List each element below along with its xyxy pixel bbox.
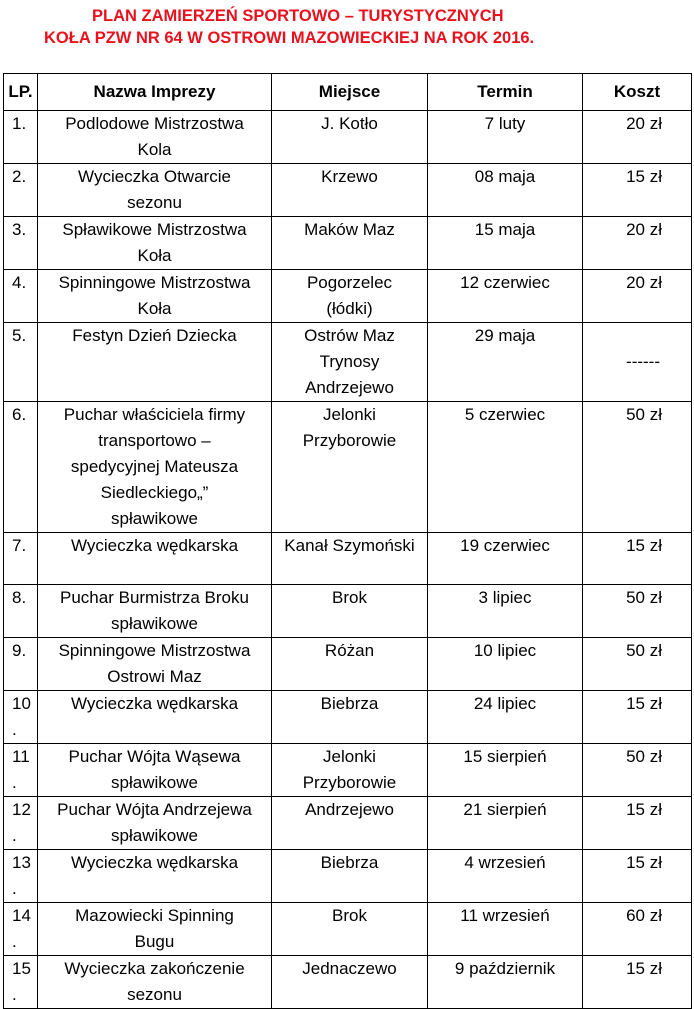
row-lp [4, 270, 38, 323]
row-lp-line: . [12, 985, 17, 1004]
row-place [272, 323, 428, 402]
row-place-line: J. Kotło [321, 114, 378, 133]
header-name: Nazwa Imprezy [38, 74, 272, 111]
row-place-line: Ostrów Maz [304, 326, 395, 345]
row-lp-line: 6. [12, 405, 27, 424]
table-row [4, 270, 692, 323]
row-date: 5 czerwiec [428, 402, 583, 533]
row-date: 21 sierpień [428, 797, 583, 850]
row-event-name [38, 270, 272, 323]
events-table [3, 73, 692, 1009]
row-lp [4, 744, 38, 797]
table-row [4, 850, 692, 903]
row-event-name [38, 533, 272, 585]
table-row [4, 691, 692, 744]
row-event-name-line: sezonu [127, 193, 182, 212]
row-cost: 15 zł [583, 533, 692, 585]
row-lp-line: . [12, 720, 17, 739]
row-lp [4, 111, 38, 164]
row-place [272, 533, 428, 585]
row-event-name-line: spławikowe [111, 614, 198, 633]
row-place [272, 956, 428, 1009]
row-place [272, 850, 428, 903]
row-lp-line: 7. [12, 536, 27, 555]
header-cost: Koszt [583, 74, 692, 111]
row-event-name-line: spławikowe [111, 509, 198, 528]
header-place: Miejsce [272, 74, 428, 111]
row-event-name-line: spławikowe [111, 773, 198, 792]
row-cost: 20 zł [583, 217, 692, 270]
row-place-line: Brok [332, 588, 367, 607]
row-event-name-line: Puchar Wójta Andrzejewa [57, 800, 252, 819]
row-place-line: Biebrza [320, 853, 379, 872]
row-cost: 20 zł [583, 270, 692, 323]
table-row [4, 903, 692, 956]
row-place [272, 270, 428, 323]
row-event-name-line: Festyn Dzień Dziecka [72, 326, 237, 345]
row-lp-line: 12 [12, 800, 31, 819]
row-date: 29 maja [428, 323, 583, 402]
title-line-1: PLAN ZAMIERZEŃ SPORTOWO – TURYSTYCZNYCH [92, 7, 504, 25]
row-lp-line: 4. [12, 273, 27, 292]
row-place [272, 691, 428, 744]
table-row [4, 164, 692, 217]
row-place-line: Brok [332, 906, 367, 925]
row-lp [4, 956, 38, 1009]
row-cost: 15 zł [583, 797, 692, 850]
table-row [4, 744, 692, 797]
row-place-line: Andrzejewo [305, 800, 394, 819]
row-lp [4, 585, 38, 638]
row-lp-line: . [12, 826, 17, 845]
row-event-name [38, 956, 272, 1009]
row-place [272, 903, 428, 956]
table-row [4, 533, 692, 585]
row-event-name-line: Wycieczka zakończenie [64, 959, 245, 978]
row-place [272, 111, 428, 164]
row-date: 9 październik [428, 956, 583, 1009]
row-cost: 50 zł [583, 638, 692, 691]
row-cost: 50 zł [583, 744, 692, 797]
row-lp-line: 2. [12, 167, 27, 186]
row-date: 19 czerwiec [428, 533, 583, 585]
row-place [272, 402, 428, 533]
row-date: 08 maja [428, 164, 583, 217]
row-cost: 15 zł [583, 164, 692, 217]
table-row [4, 323, 692, 402]
row-event-name [38, 691, 272, 744]
row-event-name-line: sezonu [127, 985, 182, 1004]
row-date: 15 sierpień [428, 744, 583, 797]
row-lp-line: . [12, 932, 17, 951]
row-event-name [38, 164, 272, 217]
row-place-line: Przyborowie [302, 431, 397, 450]
row-event-name-line: Wycieczka wędkarska [70, 853, 239, 872]
row-lp-line: 15 [12, 959, 31, 978]
row-place-line: Pogorzelec [306, 273, 393, 292]
row-place [272, 744, 428, 797]
row-lp [4, 323, 38, 402]
row-cost: 50 zł [583, 585, 692, 638]
row-lp-line: 13 [12, 853, 31, 872]
row-lp-line: 5. [12, 326, 27, 345]
row-lp [4, 164, 38, 217]
row-lp-line: 3. [12, 220, 27, 239]
row-cost: ------ [583, 323, 692, 402]
row-event-name [38, 850, 272, 903]
row-event-name-line: Mazowiecki Spinning [75, 906, 234, 925]
row-place-line: Przyborowie [302, 773, 397, 792]
row-date: 12 czerwiec [428, 270, 583, 323]
row-place [272, 797, 428, 850]
row-lp [4, 903, 38, 956]
row-date: 3 lipiec [428, 585, 583, 638]
row-place-line: (łódki) [326, 299, 373, 318]
row-place-line: Różan [324, 641, 375, 660]
row-place-line: Jednaczewo [302, 959, 397, 978]
table-row [4, 111, 692, 164]
table-header-row [4, 74, 692, 111]
table-row [4, 217, 692, 270]
header-lp: LP. [4, 74, 38, 111]
row-event-name-line: Puchar Wójta Wąsewa [68, 747, 241, 766]
row-date: 10 lipiec [428, 638, 583, 691]
row-event-name-line: Kola [137, 140, 172, 159]
row-cost: 15 zł [583, 691, 692, 744]
row-place-line: Biebrza [320, 694, 379, 713]
row-event-name-line: transportowo – [98, 431, 211, 450]
title-line-2: KOŁA PZW NR 64 W OSTROWI MAZOWIECKIEJ NA ROK 2016. [44, 29, 535, 47]
row-place-line: Andrzejewo [305, 378, 394, 397]
row-event-name-line: Ostrowi Maz [107, 667, 202, 686]
row-cost: 20 zł [583, 111, 692, 164]
row-lp-line: . [12, 879, 17, 898]
row-event-name [38, 585, 272, 638]
row-event-name-line: spedycyjnej Mateusza [70, 457, 239, 476]
row-lp [4, 691, 38, 744]
row-event-name-line: Spinningowe Mistrzostwa [58, 641, 251, 660]
table-body [4, 111, 692, 1009]
row-lp [4, 850, 38, 903]
row-event-name [38, 744, 272, 797]
row-event-name-line: Koła [137, 299, 172, 318]
row-place-line: Krzewo [321, 167, 378, 186]
row-lp-line: 8. [12, 588, 27, 607]
row-event-name [38, 797, 272, 850]
row-lp [4, 638, 38, 691]
document-title [0, 5, 694, 49]
row-lp-line: 14 [12, 906, 31, 925]
row-place-line: Trynosy [319, 352, 380, 371]
row-event-name-line: Bugu [134, 932, 175, 951]
row-lp-line: 11 [12, 747, 30, 766]
row-place-line: Jelonki [323, 747, 376, 766]
row-event-name-line: Spinningowe Mistrzostwa [58, 273, 251, 292]
row-place-line: Maków Maz [304, 220, 395, 239]
row-lp [4, 797, 38, 850]
row-event-name-line: Puchar właściciela firmy [63, 405, 246, 424]
row-event-name [38, 638, 272, 691]
table-row [4, 402, 692, 533]
row-place [272, 585, 428, 638]
table-row [4, 638, 692, 691]
row-lp-line: . [12, 773, 17, 792]
row-event-name [38, 323, 272, 402]
row-event-name [38, 903, 272, 956]
row-date: 4 wrzesień [428, 850, 583, 903]
row-lp [4, 402, 38, 533]
table-row [4, 585, 692, 638]
row-place [272, 638, 428, 691]
row-lp-line: 10 [12, 694, 31, 713]
row-event-name-line: Puchar Burmistrza Broku [60, 588, 249, 607]
row-place [272, 217, 428, 270]
row-event-name-line: Wycieczka wędkarska [70, 694, 239, 713]
row-event-name-line: spławikowe [111, 826, 198, 845]
row-cost: 15 zł [583, 850, 692, 903]
row-lp [4, 217, 38, 270]
row-cost: 15 zł [583, 956, 692, 1009]
row-event-name-line: Wycieczka Otwarcie [78, 167, 231, 186]
row-event-name [38, 111, 272, 164]
row-event-name-line: Siedleckiego„” [100, 483, 209, 502]
row-place [272, 164, 428, 217]
row-event-name-line: Koła [137, 246, 172, 265]
row-event-name-line: Spławikowe Mistrzostwa [62, 220, 247, 239]
table-row [4, 956, 692, 1009]
row-cost: 50 zł [583, 402, 692, 533]
row-event-name [38, 402, 272, 533]
row-date: 24 lipiec [428, 691, 583, 744]
row-date: 7 luty [428, 111, 583, 164]
row-lp-line: 1. [12, 114, 27, 133]
row-lp-line: 9. [12, 641, 27, 660]
table-row [4, 797, 692, 850]
row-date: 15 maja [428, 217, 583, 270]
row-event-name-line: Wycieczka wędkarska [70, 536, 239, 555]
row-lp [4, 533, 38, 585]
header-date: Termin [428, 74, 583, 111]
row-date: 11 wrzesień [428, 903, 583, 956]
row-event-name [38, 217, 272, 270]
row-event-name-line: Podlodowe Mistrzostwa [65, 114, 244, 133]
row-cost: 60 zł [583, 903, 692, 956]
row-place-line: Jelonki [323, 405, 376, 424]
row-place-line: Kanał Szymoński [284, 536, 415, 555]
